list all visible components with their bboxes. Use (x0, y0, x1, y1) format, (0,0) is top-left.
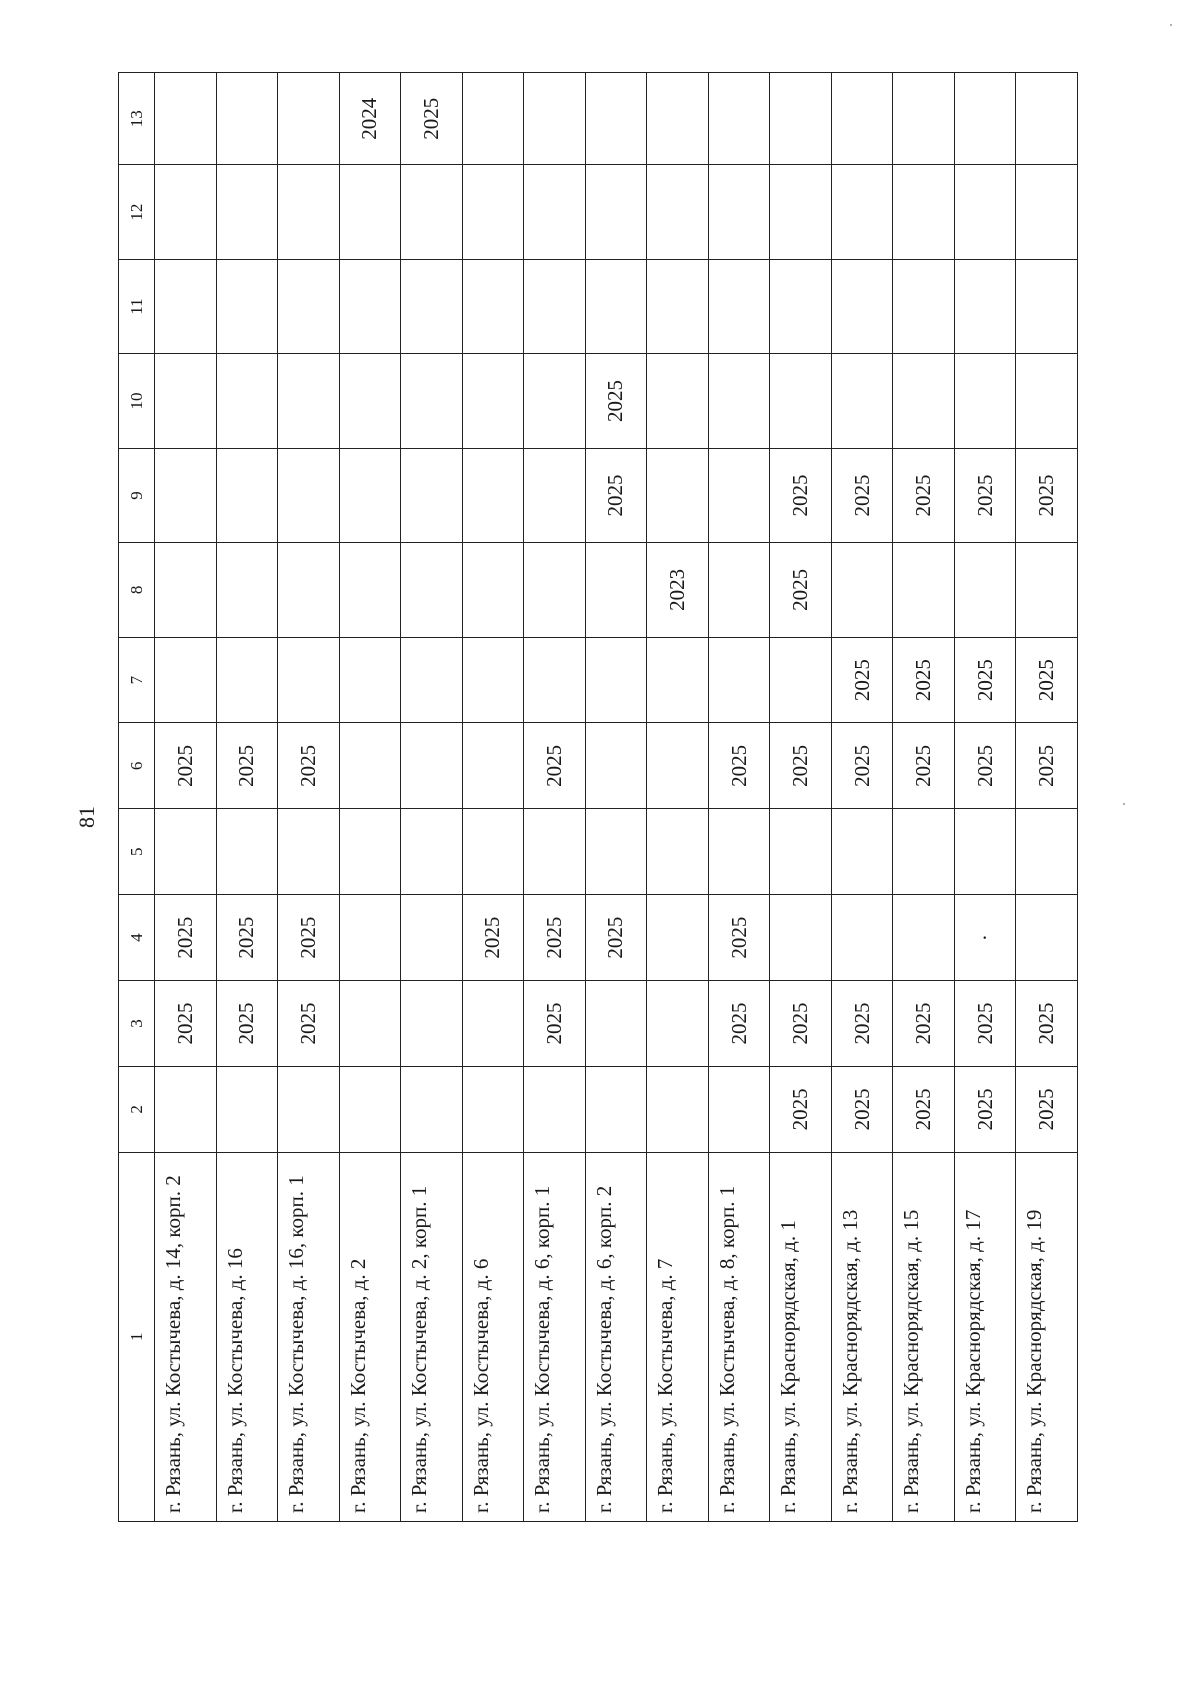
year-cell (647, 1066, 709, 1152)
year-cell (647, 165, 709, 259)
year-cell: 2025 (893, 1066, 955, 1152)
year-cell (462, 73, 524, 165)
year-cell (1016, 895, 1078, 981)
year-cell: 2023 (647, 543, 709, 637)
address-cell: г. Рязань, ул. Костычева, д. 8, корп. 1 (708, 1152, 770, 1521)
year-cell (708, 73, 770, 165)
address-cell: г. Рязань, ул. Костычева, д. 6 (462, 1152, 524, 1521)
year-cell (647, 981, 709, 1067)
year-cell (647, 448, 709, 542)
year-cell (770, 895, 832, 981)
table-row (524, 73, 586, 1522)
address-cell: г. Рязань, ул. Костычева, д. 2 (339, 1152, 401, 1521)
year-cell (155, 543, 217, 637)
year-cell: 2025 (401, 73, 463, 165)
year-cell (216, 73, 278, 165)
scan-speck (1170, 24, 1172, 26)
year-cell: 2025 (278, 981, 340, 1067)
year-cell (1016, 259, 1078, 353)
address-cell: г. Рязань, ул. Краснорядская, д. 19 (1016, 1152, 1078, 1521)
year-cell (524, 1066, 586, 1152)
year-cell (708, 259, 770, 353)
year-cell: 2025 (462, 895, 524, 981)
year-cell (339, 1066, 401, 1152)
year-cell: 2025 (216, 981, 278, 1067)
year-cell (216, 448, 278, 542)
year-cell (708, 809, 770, 895)
year-cell (462, 723, 524, 809)
year-cell: 2025 (954, 637, 1016, 723)
year-cell (462, 543, 524, 637)
year-cell (647, 723, 709, 809)
year-cell (708, 448, 770, 542)
address-cell: г. Рязань, ул. Краснорядская, д. 15 (893, 1152, 955, 1521)
column-number: 8 (119, 543, 155, 637)
year-cell (647, 73, 709, 165)
address-cell: г. Рязань, ул. Костычева, д. 16, корп. 1 (278, 1152, 340, 1521)
year-cell (216, 354, 278, 448)
year-cell (462, 981, 524, 1067)
year-cell: 2025 (585, 895, 647, 981)
year-cell (708, 637, 770, 723)
year-cell (585, 723, 647, 809)
year-cell (339, 165, 401, 259)
year-cell (155, 637, 217, 723)
column-number: 12 (119, 165, 155, 259)
year-cell: 2025 (278, 895, 340, 981)
address-cell: г. Рязань, ул. Краснорядская, д. 17 (954, 1152, 1016, 1521)
year-cell (339, 637, 401, 723)
year-cell (278, 165, 340, 259)
year-cell (155, 165, 217, 259)
year-cell (155, 1066, 217, 1152)
year-cell (216, 637, 278, 723)
year-cell (831, 73, 893, 165)
year-cell (585, 809, 647, 895)
year-cell: 2025 (524, 981, 586, 1067)
year-cell (831, 165, 893, 259)
year-cell (1016, 809, 1078, 895)
year-cell (831, 895, 893, 981)
year-cell (401, 1066, 463, 1152)
year-cell (339, 723, 401, 809)
year-cell (339, 543, 401, 637)
year-cell: 2025 (216, 895, 278, 981)
year-cell (462, 1066, 524, 1152)
year-cell (893, 259, 955, 353)
year-cell: 2025 (1016, 981, 1078, 1067)
year-cell (954, 259, 1016, 353)
table-row (1016, 73, 1078, 1522)
year-cell (831, 354, 893, 448)
column-number: 1 (119, 1152, 155, 1521)
rotated-table-wrapper (118, 72, 1078, 1522)
column-number: 10 (119, 354, 155, 448)
year-cell (585, 1066, 647, 1152)
year-cell (401, 354, 463, 448)
table-row (647, 73, 709, 1522)
year-cell (401, 809, 463, 895)
year-cell (401, 543, 463, 637)
year-cell (155, 354, 217, 448)
year-cell (708, 354, 770, 448)
column-number: 6 (119, 723, 155, 809)
year-cell: 2025 (155, 895, 217, 981)
year-cell (954, 165, 1016, 259)
year-cell: 2025 (524, 895, 586, 981)
year-cell (339, 981, 401, 1067)
year-cell: 2024 (339, 73, 401, 165)
year-cell: 2025 (524, 723, 586, 809)
year-cell: 2025 (770, 981, 832, 1067)
year-cell (401, 895, 463, 981)
year-cell: 2025 (954, 448, 1016, 542)
year-cell (893, 895, 955, 981)
address-cell: г. Рязань, ул. Костычева, д. 7 (647, 1152, 709, 1521)
year-cell (401, 981, 463, 1067)
column-number: 13 (119, 73, 155, 165)
year-cell (585, 73, 647, 165)
year-cell (216, 165, 278, 259)
year-cell (401, 723, 463, 809)
table-row (708, 73, 770, 1522)
year-cell (770, 259, 832, 353)
address-cell: г. Рязань, ул. Костычева, д. 16 (216, 1152, 278, 1521)
year-cell (893, 165, 955, 259)
table-row (462, 73, 524, 1522)
year-cell: 2025 (954, 981, 1016, 1067)
year-cell (401, 165, 463, 259)
year-cell (524, 259, 586, 353)
year-cell (954, 543, 1016, 637)
year-cell (524, 543, 586, 637)
year-cell (708, 165, 770, 259)
table-row (954, 73, 1016, 1522)
year-cell: 2025 (770, 543, 832, 637)
year-cell (647, 895, 709, 981)
year-cell: 2025 (708, 895, 770, 981)
year-cell (524, 809, 586, 895)
year-cell: 2025 (1016, 637, 1078, 723)
table-row (585, 73, 647, 1522)
year-cell (1016, 543, 1078, 637)
year-cell (708, 543, 770, 637)
year-cell (524, 73, 586, 165)
table-row (770, 73, 832, 1522)
year-cell: · (954, 895, 1016, 981)
table-row (155, 73, 217, 1522)
table-row (831, 73, 893, 1522)
year-cell (155, 259, 217, 353)
year-cell (647, 259, 709, 353)
address-cell: г. Рязань, ул. Краснорядская, д. 13 (831, 1152, 893, 1521)
year-cell (893, 73, 955, 165)
year-cell (462, 259, 524, 353)
year-cell: 2025 (1016, 723, 1078, 809)
year-cell (954, 809, 1016, 895)
year-cell: 2025 (831, 448, 893, 542)
year-cell (278, 259, 340, 353)
year-cell (155, 73, 217, 165)
column-number: 4 (119, 895, 155, 981)
year-cell (647, 809, 709, 895)
year-cell (831, 809, 893, 895)
year-cell (401, 259, 463, 353)
year-cell (462, 448, 524, 542)
year-cell (770, 637, 832, 723)
year-cell (585, 543, 647, 637)
column-number: 5 (119, 809, 155, 895)
year-cell (278, 73, 340, 165)
year-cell: 2025 (155, 981, 217, 1067)
year-cell: 2025 (893, 723, 955, 809)
year-cell (401, 448, 463, 542)
year-cell (585, 981, 647, 1067)
year-cell (339, 354, 401, 448)
table-row (339, 73, 401, 1522)
year-cell (155, 448, 217, 542)
scan-speck (1123, 803, 1125, 805)
year-cell (216, 1066, 278, 1152)
year-cell: 2025 (708, 723, 770, 809)
year-cell (770, 73, 832, 165)
year-cell (216, 809, 278, 895)
column-number: 9 (119, 448, 155, 542)
address-cell: г. Рязань, ул. Костычева, д. 14, корп. 2 (155, 1152, 217, 1521)
year-cell (770, 809, 832, 895)
year-cell: 2025 (831, 981, 893, 1067)
year-cell (278, 809, 340, 895)
year-cell (278, 354, 340, 448)
column-number: 7 (119, 637, 155, 723)
year-cell (216, 259, 278, 353)
year-cell (278, 543, 340, 637)
year-cell (1016, 165, 1078, 259)
year-cell (278, 448, 340, 542)
year-cell (585, 259, 647, 353)
year-cell: 2025 (770, 448, 832, 542)
year-cell: 2025 (1016, 1066, 1078, 1152)
year-cell (954, 354, 1016, 448)
year-cell: 2025 (155, 723, 217, 809)
year-cell (278, 637, 340, 723)
year-cell: 2025 (770, 1066, 832, 1152)
address-cell: г. Рязань, ул. Краснорядская, д. 1 (770, 1152, 832, 1521)
year-cell: 2025 (954, 1066, 1016, 1152)
column-number: 3 (119, 981, 155, 1067)
year-cell (462, 637, 524, 723)
address-cell: г. Рязань, ул. Костычева, д. 6, корп. 2 (585, 1152, 647, 1521)
year-cell (585, 165, 647, 259)
year-cell (155, 809, 217, 895)
address-cell: г. Рязань, ул. Костычева, д. 6, корп. 1 (524, 1152, 586, 1521)
table-row (893, 73, 955, 1522)
year-cell (893, 809, 955, 895)
year-cell (831, 543, 893, 637)
year-cell (524, 165, 586, 259)
year-cell: 2025 (278, 723, 340, 809)
year-cell (462, 809, 524, 895)
year-cell: 2025 (770, 723, 832, 809)
year-cell: 2025 (893, 981, 955, 1067)
year-cell (1016, 354, 1078, 448)
year-cell (647, 354, 709, 448)
data-table (118, 72, 1078, 1522)
year-cell (831, 259, 893, 353)
table-body (119, 73, 1078, 1522)
year-cell: 2025 (585, 448, 647, 542)
year-cell (401, 637, 463, 723)
year-cell: 2025 (893, 448, 955, 542)
year-cell: 2025 (831, 723, 893, 809)
year-cell: 2025 (585, 354, 647, 448)
year-cell (524, 448, 586, 542)
year-cell: 2025 (831, 1066, 893, 1152)
address-cell: г. Рязань, ул. Костычева, д. 2, корп. 1 (401, 1152, 463, 1521)
year-cell (893, 543, 955, 637)
year-cell (216, 543, 278, 637)
year-cell (708, 1066, 770, 1152)
year-cell (339, 809, 401, 895)
year-cell (278, 1066, 340, 1152)
header-row (119, 73, 155, 1522)
page-number: 81 (74, 806, 99, 828)
year-cell (524, 354, 586, 448)
year-cell: 2025 (216, 723, 278, 809)
year-cell (585, 637, 647, 723)
year-cell: 2025 (831, 637, 893, 723)
year-cell (339, 448, 401, 542)
year-cell (954, 73, 1016, 165)
column-number: 11 (119, 259, 155, 353)
year-cell (647, 637, 709, 723)
year-cell (770, 165, 832, 259)
year-cell (1016, 73, 1078, 165)
year-cell: 2025 (954, 723, 1016, 809)
year-cell: 2025 (893, 637, 955, 723)
year-cell: 2025 (708, 981, 770, 1067)
year-cell (770, 354, 832, 448)
table-row (401, 73, 463, 1522)
column-number: 2 (119, 1066, 155, 1152)
year-cell (339, 259, 401, 353)
year-cell (893, 354, 955, 448)
table-row (278, 73, 340, 1522)
year-cell: 2025 (1016, 448, 1078, 542)
year-cell (524, 637, 586, 723)
table-row (216, 73, 278, 1522)
year-cell (462, 165, 524, 259)
year-cell (462, 354, 524, 448)
year-cell (339, 895, 401, 981)
